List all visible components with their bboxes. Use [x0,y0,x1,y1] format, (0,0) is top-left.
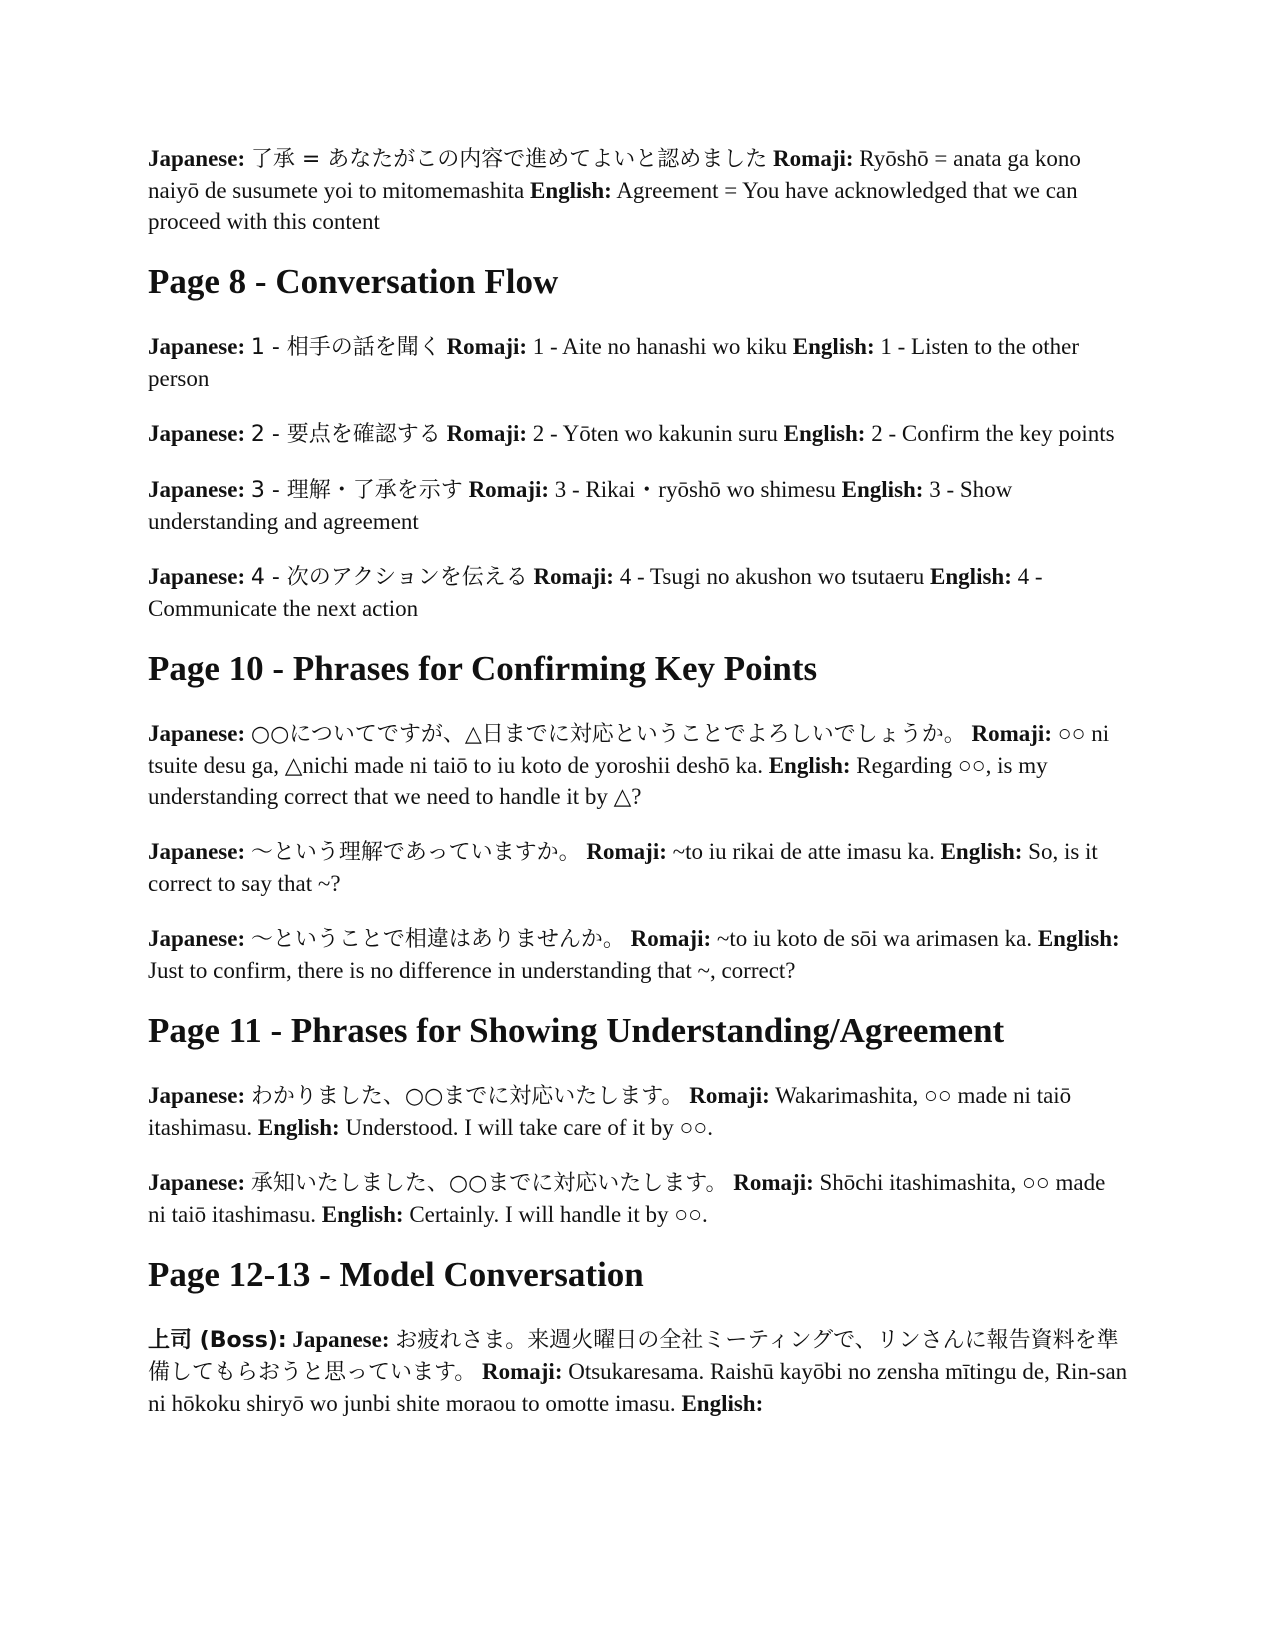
romaji-label: Romaji: [971,721,1052,746]
english-text: Certainly. I will handle it by ○○. [409,1202,708,1227]
english-label: English: [1037,926,1120,951]
english-text: 3 - Show understanding and agreement [148,477,1013,534]
romaji-text: 1 - Aite no hanashi wo kiku [532,334,788,359]
english-label: English: [681,1391,764,1416]
section-heading: Page 10 - Phrases for Confirming Key Points [148,649,818,688]
japanese-label: Japanese: [148,564,246,589]
japanese-label: Japanese: [148,146,246,171]
japanese-label: Japanese: [148,839,246,864]
japanese-label: Japanese: [148,477,246,502]
romaji-label: Romaji: [773,146,854,171]
japanese-text: お疲れさま。来週火曜日の全社ミーティングで、リンさんに報告資料を準備してもらおうと思っています。 [148,1328,1119,1385]
romaji-label: Romaji: [446,421,528,446]
english-text: 2 - Confirm the key points [871,421,1115,446]
english-text: So, is it correct to say that ~? [148,839,1098,896]
english-label: English: [530,178,612,203]
phrase-entry [148,923,1128,986]
english-label: English: [257,1115,340,1140]
japanese-label: Japanese: [148,721,246,746]
romaji-text: ~to iu koto de sōi wa arimasen ka. [716,926,1033,951]
romaji-label: Romaji: [468,477,550,502]
japanese-text: 4 - 次のアクションを伝える [250,565,528,590]
phrase-entry [148,836,1128,899]
intro-entry [148,143,1128,237]
japanese-label: Japanese: [148,1170,246,1195]
romaji-label: Romaji: [533,564,614,589]
romaji-text: 4 - Tsugi no akushon wo tsutaeru [619,564,925,589]
phrase-entry [148,418,1128,450]
japanese-text: 2 - 要点を確認する [250,422,441,447]
english-label: English: [930,564,1012,589]
romaji-text: Ryōshō = anata ga kono naiyō de susumete yoi to mitomemashita [148,146,1081,203]
romaji-label: Romaji: [630,926,712,951]
english-label: English: [321,1202,404,1227]
japanese-text: 〜ということで相違はありませんか。 [250,927,625,952]
romaji-text: Wakarimashita, ○○ made ni taiō itashimasu. [148,1083,1072,1140]
romaji-text: Shōchi itashimashita, ○○ made ni taiō itashimasu. [148,1170,1106,1227]
romaji-text: Otsukaresama. Raishū kayōbi no zensha mītingu de, Rin-san ni hōkoku shiryō wo junbi shite moraou to omotte imasu. [148,1359,1128,1416]
phrase-entry [148,331,1128,394]
english-label: English: [841,477,924,502]
japanese-text: 1 - 相手の話を聞く [250,335,441,360]
document-page [148,143,1128,1443]
romaji-text: 3 - Rikai・ryōshō wo shimesu [554,477,836,502]
dialogue-entry [148,1324,1128,1419]
english-label: English: [783,421,866,446]
english-text: Just to confirm, there is no difference in understanding that ~, correct? [148,958,796,983]
english-label: English: [768,753,851,778]
romaji-label: Romaji: [586,839,667,864]
phrase-entry [148,718,1128,812]
japanese-label: Japanese: [148,421,246,446]
english-text: 4 - Communicate the next action [148,564,1043,621]
english-text: Understood. I will take care of it by ○○. [345,1115,714,1140]
section-heading: Page 12-13 - Model Conversation [148,1255,644,1294]
phrase-entry [148,474,1128,537]
english-text: 1 - Listen to the other person [148,334,1080,391]
english-label: English: [792,334,875,359]
romaji-label: Romaji: [446,334,528,359]
phrase-entry [148,561,1128,624]
japanese-label: Japanese: [148,1083,246,1108]
speaker-label: 上司 (Boss): [148,1328,287,1353]
romaji-label: Romaji: [482,1359,563,1384]
phrase-entry [148,1167,1128,1230]
japanese-label: Japanese: [148,926,246,951]
japanese-label: Japanese: [148,334,246,359]
english-label: English: [940,839,1023,864]
japanese-text: 了承 = あなたがこの内容で進めてよいと認めました [250,147,768,172]
japanese-text: 3 - 理解・了承を示す [250,478,463,503]
section-heading: Page 11 - Phrases for Showing Understanding/Agreement [148,1011,1005,1050]
japanese-text: わかりました、○○までに対応いたします。 [250,1084,684,1109]
phrase-entry [148,1080,1128,1143]
romaji-text: ○○ ni tsuite desu ga, △nichi made ni taiō to iu koto de yoroshii deshō ka. [148,721,1110,778]
romaji-label: Romaji: [689,1083,770,1108]
romaji-text: ~to iu rikai de atte imasu ka. [672,839,935,864]
section-heading: Page 8 - Conversation Flow [148,262,559,301]
japanese-text: 〜という理解であっていますか。 [250,840,581,865]
japanese-text: 承知いたしました、○○までに対応いたします。 [250,1171,728,1196]
english-text: Regarding ○○, is my understanding correct that we need to handle it by △? [148,753,1048,809]
japanese-text: ○○についてですが、△日までに対応ということでよろしいでしょうか。 [250,722,966,747]
romaji-text: 2 - Yōten wo kakunin suru [532,421,778,446]
japanese-label: Japanese: [292,1327,390,1352]
english-text: Agreement = You have acknowledged that we can proceed with this content [148,178,1078,234]
romaji-label: Romaji: [733,1170,814,1195]
